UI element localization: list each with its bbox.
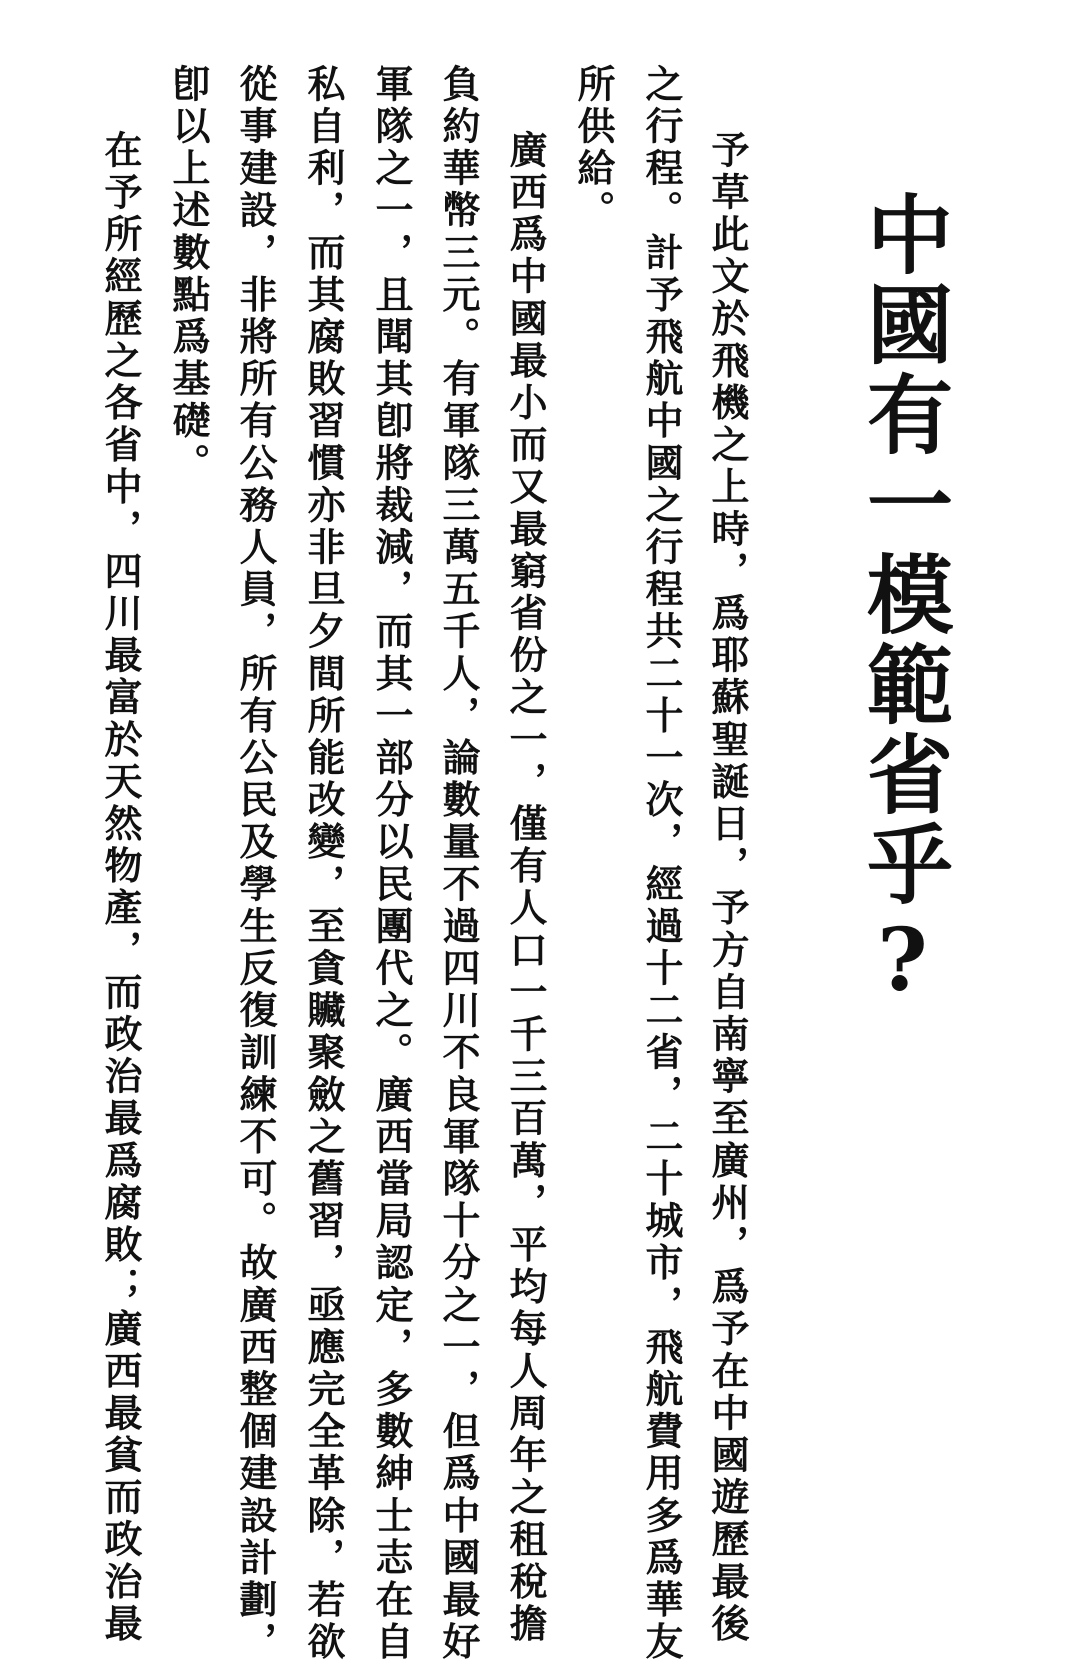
text-column-2: 之行程。計予飛航中國之行程共二十一次，經過十二省，二十城市，飛航費用多爲華友 [639,64,684,1664]
article-title: 中國有一模範省乎? [852,190,953,1015]
text-column-3: 所供給。 [571,64,616,233]
text-column-6: 軍隊之一，且聞其卽將裁減，而其一部分以民團代之。廣西當局認定，多數紳士志在自 [369,64,414,1664]
text-column-8: 從事建設，非將所有公務人員，所有公民及學生反復訓練不可。故廣西整個建設計劃， [233,64,278,1664]
text-column-7: 私自利，而其腐敗習慣亦非旦夕間所能改變，至貪贜聚斂之舊習，亟應完全革除，若欲 [301,64,346,1664]
text-column-9: 卽以上述數點爲基礎。 [166,64,211,485]
text-column-1: 予草此文於飛機之上時，爲耶蘇聖誕日，予方自南寧至廣州，爲予在中國遊歷最後 [705,130,750,1646]
text-column-4: 廣西爲中國最小而又最窮省份之一，僅有人口一千三百萬，平均每人周年之租稅擔 [503,130,548,1646]
text-column-5: 負約華幣三元。有軍隊三萬五千人，論數量不過四川不良軍隊十分之一，但爲中國最好 [436,64,481,1664]
text-column-10: 在予所經歷之各省中，四川最富於天然物產，而政治最爲腐敗；廣西最貧而政治最 [98,130,143,1646]
